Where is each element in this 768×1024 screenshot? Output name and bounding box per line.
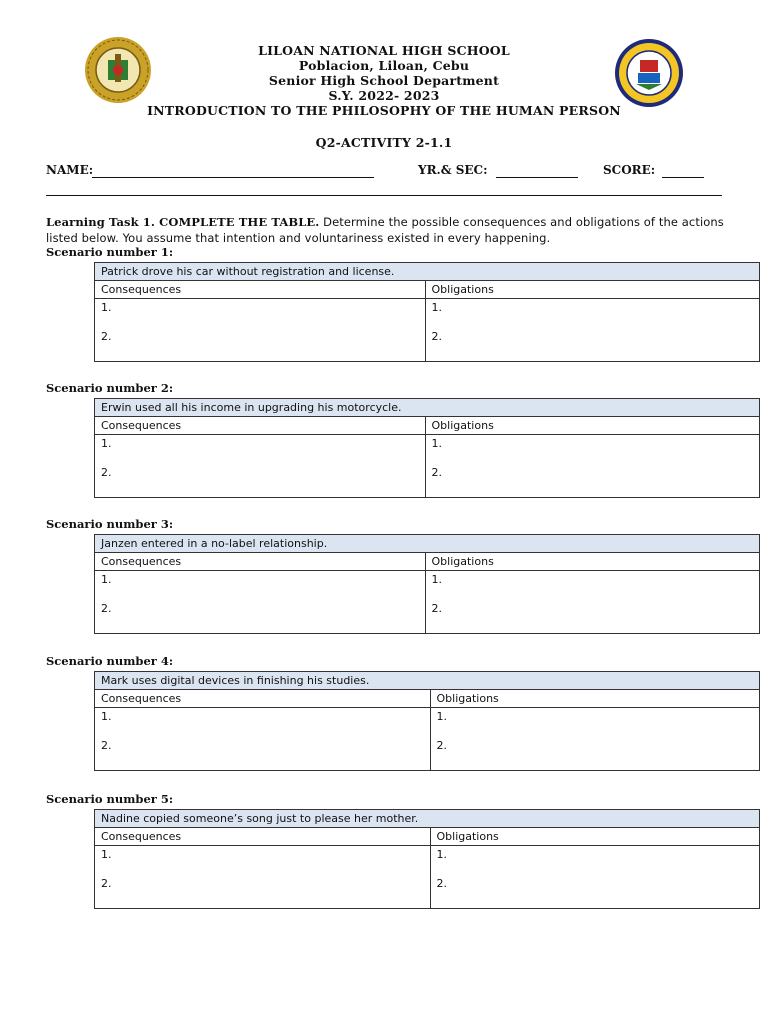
scenario-table: [94, 671, 760, 771]
consequence-1: 1.: [101, 301, 112, 314]
score-label: SCORE:: [603, 163, 656, 177]
consequence-1: 1.: [101, 437, 112, 450]
obligations-header: Obligations: [425, 417, 759, 435]
yrsec-field[interactable]: [496, 177, 578, 178]
header-divider: [46, 195, 722, 196]
scenario-prompt: Janzen entered in a no-label relationship.: [95, 535, 760, 553]
scenario-label: Scenario number 1:: [46, 245, 174, 259]
consequences-header: Consequences: [95, 828, 431, 846]
score-field[interactable]: [662, 177, 704, 178]
obligation-2: 2.: [431, 466, 443, 479]
obligation-1: 1.: [436, 710, 447, 723]
consequence-1: 1.: [101, 710, 112, 723]
school-address: Poblacion, Liloan, Cebu: [298, 58, 470, 73]
scenario-table: [94, 398, 760, 498]
consequence-2: 2.: [101, 330, 112, 343]
consequence-2: 2.: [101, 466, 112, 479]
scenario-table: [94, 534, 760, 634]
obligation-1: 1.: [436, 848, 447, 861]
scenario-label: Scenario number 4:: [46, 654, 174, 668]
school-name: LILOAN NATIONAL HIGH SCHOOL: [258, 43, 510, 58]
obligation-2: 2.: [436, 739, 447, 752]
scenario-prompt: Nadine copied someone’s song just to please her mother.: [95, 810, 760, 828]
task-text: Determine the possible consequences and obligations of the actions listed below. You assume that intention and voluntariness existed in every happening.: [46, 215, 724, 245]
obligation-2: 2.: [431, 330, 443, 343]
subject-title: INTRODUCTION TO THE PHILOSOPHY OF THE HUMAN PERSON: [147, 103, 621, 118]
task-label: Learning Task 1. COMPLETE THE TABLE.: [46, 215, 320, 229]
obligation-1: 1.: [431, 437, 443, 450]
consequence-1: 1.: [101, 573, 112, 586]
consequences-cell[interactable]: [95, 708, 431, 771]
obligations-header: Obligations: [430, 828, 760, 846]
obligation-1: 1.: [431, 301, 443, 314]
consequences-header: Consequences: [95, 281, 426, 299]
obligation-1: 1.: [431, 573, 443, 586]
name-label: NAME:: [46, 163, 94, 177]
consequences-header: Consequences: [95, 553, 426, 571]
obligations-cell[interactable]: [425, 299, 759, 362]
consequences-header: Consequences: [95, 417, 426, 435]
obligations-header: Obligations: [425, 553, 759, 571]
scenario-label: Scenario number 2:: [46, 381, 174, 395]
obligation-2: 2.: [436, 877, 447, 890]
scenario-label: Scenario number 3:: [46, 517, 174, 531]
obligations-cell[interactable]: [430, 708, 760, 771]
consequence-1: 1.: [101, 848, 112, 861]
obligations-header: Obligations: [430, 690, 760, 708]
yrsec-label: YR.& SEC:: [418, 163, 488, 177]
obligations-cell[interactable]: [430, 846, 760, 909]
obligations-cell[interactable]: [425, 571, 759, 634]
instructions: [46, 214, 736, 246]
consequences-cell[interactable]: [95, 846, 431, 909]
consequence-2: 2.: [101, 602, 112, 615]
school-year: S.Y. 2022- 2023: [328, 88, 440, 103]
consequences-cell[interactable]: [95, 435, 426, 498]
consequences-header: Consequences: [95, 690, 431, 708]
scenario-table: [94, 809, 760, 909]
obligation-2: 2.: [431, 602, 443, 615]
scenario-label: Scenario number 5:: [46, 792, 174, 806]
obligations-header: Obligations: [425, 281, 759, 299]
scenario-prompt: Patrick drove his car without registration and license.: [95, 263, 760, 281]
obligations-cell[interactable]: [425, 435, 759, 498]
consequence-2: 2.: [101, 739, 112, 752]
consequences-cell[interactable]: [95, 299, 426, 362]
consequences-cell[interactable]: [95, 571, 426, 634]
department-name: Senior High School Department: [268, 73, 500, 88]
scenario-prompt: Mark uses digital devices in finishing his studies.: [95, 672, 760, 690]
activity-title: Q2-ACTIVITY 2-1.1: [315, 135, 453, 150]
consequence-2: 2.: [101, 877, 112, 890]
name-field[interactable]: [92, 177, 374, 178]
scenario-table: [94, 262, 760, 362]
scenario-prompt: Erwin used all his income in upgrading his motorcycle.: [95, 399, 760, 417]
